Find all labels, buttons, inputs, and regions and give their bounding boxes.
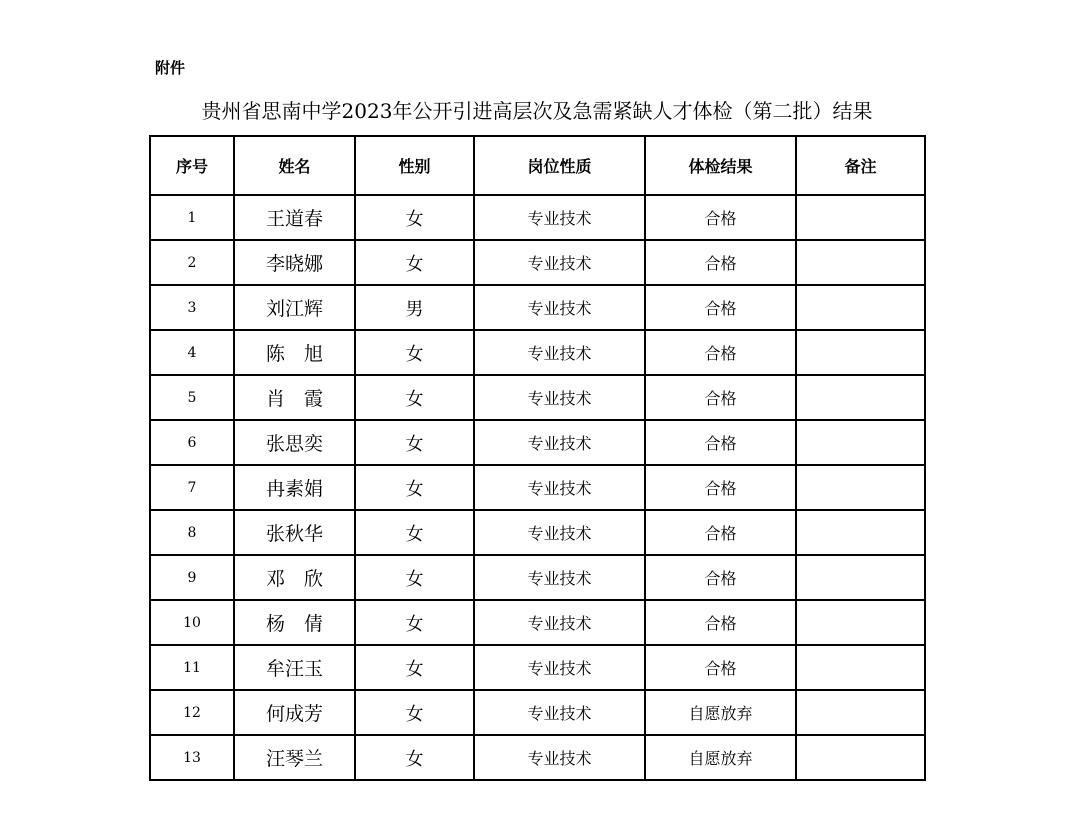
- cell-sex: 女: [355, 645, 474, 690]
- cell-result: 自愿放弃: [645, 735, 796, 780]
- cell-post: 专业技术: [474, 510, 645, 555]
- cell-no: 12: [150, 690, 234, 735]
- cell-note: [796, 600, 925, 645]
- table-row: [150, 375, 925, 420]
- cell-name: 李晓娜: [234, 240, 355, 285]
- cell-no: 13: [150, 735, 234, 780]
- table-row: [150, 285, 925, 330]
- header-no: 序号: [150, 136, 234, 195]
- cell-result: 合格: [645, 600, 796, 645]
- cell-post: 专业技术: [474, 600, 645, 645]
- cell-no: 9: [150, 555, 234, 600]
- cell-post: 专业技术: [474, 645, 645, 690]
- cell-post: 专业技术: [474, 690, 645, 735]
- cell-result: 合格: [645, 465, 796, 510]
- cell-sex: 女: [355, 330, 474, 375]
- cell-result: 自愿放弃: [645, 690, 796, 735]
- cell-result: 合格: [645, 645, 796, 690]
- cell-note: [796, 285, 925, 330]
- cell-post: 专业技术: [474, 285, 645, 330]
- cell-note: [796, 690, 925, 735]
- cell-result: 合格: [645, 420, 796, 465]
- header-note: 备注: [796, 136, 925, 195]
- table-row: [150, 555, 925, 600]
- attachment-label: 附件: [155, 59, 186, 77]
- cell-note: [796, 420, 925, 465]
- results-table: [149, 135, 926, 781]
- cell-sex: 女: [355, 690, 474, 735]
- cell-no: 3: [150, 285, 234, 330]
- cell-post: 专业技术: [474, 555, 645, 600]
- cell-sex: 女: [355, 735, 474, 780]
- cell-sex: 男: [355, 285, 474, 330]
- cell-result: 合格: [645, 375, 796, 420]
- cell-sex: 女: [355, 420, 474, 465]
- cell-sex: 女: [355, 600, 474, 645]
- table-row: [150, 420, 925, 465]
- cell-sex: 女: [355, 510, 474, 555]
- cell-result: 合格: [645, 285, 796, 330]
- cell-note: [796, 375, 925, 420]
- cell-name: 张思奕: [234, 420, 355, 465]
- cell-result: 合格: [645, 195, 796, 240]
- cell-name: 何成芳: [234, 690, 355, 735]
- header-post: 岗位性质: [474, 136, 645, 195]
- cell-result: 合格: [645, 555, 796, 600]
- cell-name: 王道春: [234, 195, 355, 240]
- cell-no: 4: [150, 330, 234, 375]
- cell-sex: 女: [355, 465, 474, 510]
- header-name: 姓名: [234, 136, 355, 195]
- cell-post: 专业技术: [474, 420, 645, 465]
- cell-note: [796, 240, 925, 285]
- cell-post: 专业技术: [474, 735, 645, 780]
- table-row: [150, 510, 925, 555]
- cell-sex: 女: [355, 555, 474, 600]
- header-result: 体检结果: [645, 136, 796, 195]
- table-row: [150, 645, 925, 690]
- cell-note: [796, 465, 925, 510]
- cell-note: [796, 645, 925, 690]
- cell-no: 10: [150, 600, 234, 645]
- cell-sex: 女: [355, 195, 474, 240]
- cell-name: 刘江辉: [234, 285, 355, 330]
- cell-note: [796, 555, 925, 600]
- cell-sex: 女: [355, 375, 474, 420]
- cell-name: 冉素娟: [234, 465, 355, 510]
- cell-name: 陈 旭: [234, 330, 355, 375]
- document-title: 贵州省思南中学2023年公开引进高层次及急需紧缺人才体检（第二批）结果: [201, 99, 873, 123]
- header-row: [150, 136, 925, 195]
- cell-post: 专业技术: [474, 465, 645, 510]
- cell-note: [796, 510, 925, 555]
- cell-post: 专业技术: [474, 375, 645, 420]
- table-row: [150, 735, 925, 780]
- cell-post: 专业技术: [474, 195, 645, 240]
- table-row: [150, 600, 925, 645]
- header-sex: 性别: [355, 136, 474, 195]
- table-row: [150, 240, 925, 285]
- cell-sex: 女: [355, 240, 474, 285]
- cell-no: 6: [150, 420, 234, 465]
- cell-result: 合格: [645, 510, 796, 555]
- cell-note: [796, 195, 925, 240]
- cell-name: 杨 倩: [234, 600, 355, 645]
- table-row: [150, 465, 925, 510]
- cell-no: 7: [150, 465, 234, 510]
- cell-post: 专业技术: [474, 330, 645, 375]
- cell-no: 1: [150, 195, 234, 240]
- cell-result: 合格: [645, 330, 796, 375]
- cell-name: 邓 欣: [234, 555, 355, 600]
- cell-result: 合格: [645, 240, 796, 285]
- cell-no: 8: [150, 510, 234, 555]
- cell-note: [796, 330, 925, 375]
- cell-name: 汪琴兰: [234, 735, 355, 780]
- cell-post: 专业技术: [474, 240, 645, 285]
- table-row: [150, 330, 925, 375]
- cell-no: 11: [150, 645, 234, 690]
- table-row: [150, 690, 925, 735]
- cell-name: 牟汪玉: [234, 645, 355, 690]
- table-row: [150, 195, 925, 240]
- cell-note: [796, 735, 925, 780]
- cell-name: 张秋华: [234, 510, 355, 555]
- cell-no: 2: [150, 240, 234, 285]
- cell-name: 肖 霞: [234, 375, 355, 420]
- cell-no: 5: [150, 375, 234, 420]
